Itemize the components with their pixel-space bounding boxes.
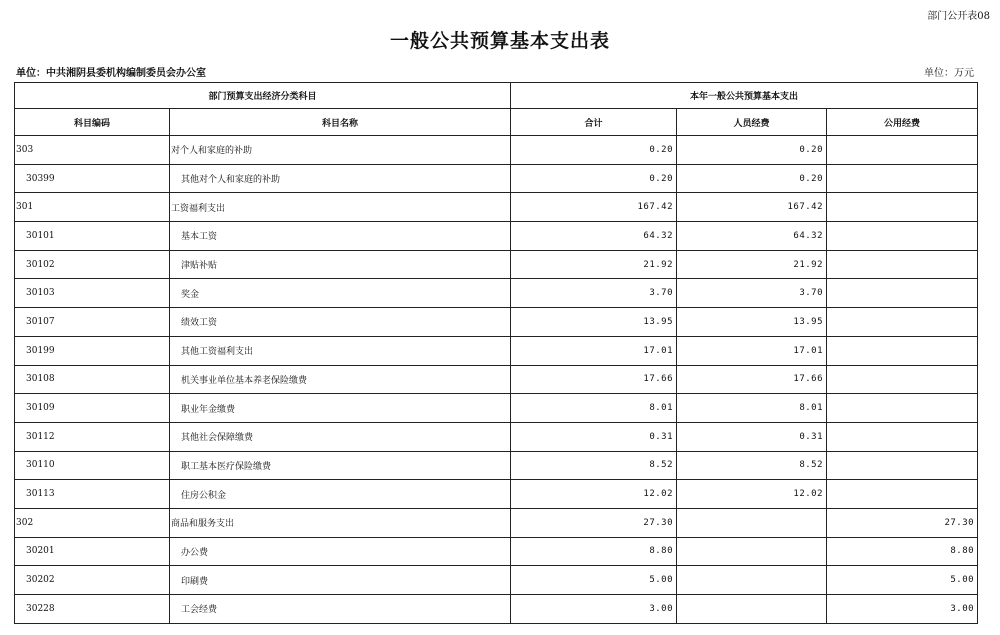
cell-code: 30101	[15, 222, 170, 251]
cell-personnel	[677, 537, 827, 566]
cell-name: 基本工资	[170, 222, 511, 251]
cell-public	[827, 136, 978, 165]
table-row	[15, 595, 978, 624]
header-column-row	[15, 109, 978, 136]
unit-organization: 单位：中共湘阴县委机构编制委员会办公室	[16, 68, 206, 79]
cell-total: 8.80	[511, 537, 677, 566]
cell-code: 30103	[15, 279, 170, 308]
table-row	[15, 365, 978, 394]
column-header-personnel: 人员经费	[677, 109, 827, 136]
cell-personnel: 3.70	[677, 279, 827, 308]
table-row	[15, 451, 978, 480]
cell-code: 303	[15, 136, 170, 165]
cell-public	[827, 222, 978, 251]
cell-code: 30107	[15, 308, 170, 337]
cell-personnel: 17.66	[677, 365, 827, 394]
column-header-code: 科目编码	[15, 109, 170, 136]
cell-personnel	[677, 508, 827, 537]
cell-name: 绩效工资	[170, 308, 511, 337]
table-row	[15, 537, 978, 566]
cell-personnel: 64.32	[677, 222, 827, 251]
cell-name: 奖金	[170, 279, 511, 308]
cell-public	[827, 365, 978, 394]
cell-name: 其他社会保障缴费	[170, 422, 511, 451]
cell-name: 职工基本医疗保险缴费	[170, 451, 511, 480]
cell-personnel	[677, 566, 827, 595]
cell-code: 30228	[15, 595, 170, 624]
cell-personnel: 0.31	[677, 422, 827, 451]
budget-table	[14, 82, 978, 624]
cell-total: 0.31	[511, 422, 677, 451]
table-row	[15, 480, 978, 509]
cell-personnel: 8.01	[677, 394, 827, 423]
cell-public	[827, 394, 978, 423]
cell-name: 津贴补贴	[170, 250, 511, 279]
table-row	[15, 336, 978, 365]
cell-name: 其他工资福利支出	[170, 336, 511, 365]
cell-personnel	[677, 595, 827, 624]
cell-code: 30109	[15, 394, 170, 423]
cell-name: 机关事业单位基本养老保险缴费	[170, 365, 511, 394]
group-header-classification: 部门预算支出经济分类科目	[15, 83, 511, 109]
table-row	[15, 508, 978, 537]
table-row	[15, 193, 978, 222]
cell-personnel: 8.52	[677, 451, 827, 480]
cell-public	[827, 164, 978, 193]
cell-code: 30199	[15, 336, 170, 365]
cell-total: 0.20	[511, 164, 677, 193]
cell-total: 17.66	[511, 365, 677, 394]
cell-total: 3.00	[511, 595, 677, 624]
cell-name: 商品和服务支出	[170, 508, 511, 537]
cell-personnel: 0.20	[677, 136, 827, 165]
cell-total: 167.42	[511, 193, 677, 222]
cell-total: 64.32	[511, 222, 677, 251]
form-number: 部门公开表08	[927, 11, 990, 22]
cell-total: 3.70	[511, 279, 677, 308]
group-header-expenditure: 本年一般公共预算基本支出	[511, 83, 978, 109]
cell-public: 5.00	[827, 566, 978, 595]
cell-public	[827, 451, 978, 480]
cell-name: 办公费	[170, 537, 511, 566]
cell-personnel: 167.42	[677, 193, 827, 222]
cell-public	[827, 480, 978, 509]
cell-total: 17.01	[511, 336, 677, 365]
cell-total: 12.02	[511, 480, 677, 509]
cell-code: 30113	[15, 480, 170, 509]
cell-personnel: 13.95	[677, 308, 827, 337]
cell-name: 对个人和家庭的补助	[170, 136, 511, 165]
table-row	[15, 308, 978, 337]
cell-code: 30399	[15, 164, 170, 193]
cell-public	[827, 250, 978, 279]
cell-public: 8.80	[827, 537, 978, 566]
column-header-name: 科目名称	[170, 109, 511, 136]
cell-code: 30201	[15, 537, 170, 566]
cell-public	[827, 308, 978, 337]
cell-total: 13.95	[511, 308, 677, 337]
cell-public	[827, 336, 978, 365]
column-header-public: 公用经费	[827, 109, 978, 136]
table-body	[15, 136, 978, 624]
cell-code: 30202	[15, 566, 170, 595]
cell-name: 职业年金缴费	[170, 394, 511, 423]
cell-name: 印刷费	[170, 566, 511, 595]
cell-personnel: 21.92	[677, 250, 827, 279]
page-title: 一般公共预算基本支出表	[389, 30, 610, 52]
cell-total: 27.30	[511, 508, 677, 537]
cell-personnel: 0.20	[677, 164, 827, 193]
table-row	[15, 394, 978, 423]
unit-currency: 单位：万元	[924, 68, 974, 79]
cell-total: 0.20	[511, 136, 677, 165]
cell-total: 21.92	[511, 250, 677, 279]
cell-code: 30102	[15, 250, 170, 279]
cell-total: 8.52	[511, 451, 677, 480]
cell-public: 3.00	[827, 595, 978, 624]
header-group-row	[15, 83, 978, 109]
cell-code: 302	[15, 508, 170, 537]
cell-name: 工会经费	[170, 595, 511, 624]
cell-code: 301	[15, 193, 170, 222]
cell-public	[827, 422, 978, 451]
table-row	[15, 136, 978, 165]
cell-personnel: 17.01	[677, 336, 827, 365]
table-row	[15, 422, 978, 451]
cell-personnel: 12.02	[677, 480, 827, 509]
column-header-total: 合计	[511, 109, 677, 136]
cell-total: 8.01	[511, 394, 677, 423]
cell-public: 27.30	[827, 508, 978, 537]
table-row	[15, 279, 978, 308]
cell-name: 工资福利支出	[170, 193, 511, 222]
cell-code: 30110	[15, 451, 170, 480]
table-row	[15, 164, 978, 193]
cell-name: 住房公积金	[170, 480, 511, 509]
cell-code: 30108	[15, 365, 170, 394]
cell-public	[827, 193, 978, 222]
cell-code: 30112	[15, 422, 170, 451]
cell-public	[827, 279, 978, 308]
table-row	[15, 250, 978, 279]
cell-total: 5.00	[511, 566, 677, 595]
table-row	[15, 222, 978, 251]
cell-name: 其他对个人和家庭的补助	[170, 164, 511, 193]
table-row	[15, 566, 978, 595]
